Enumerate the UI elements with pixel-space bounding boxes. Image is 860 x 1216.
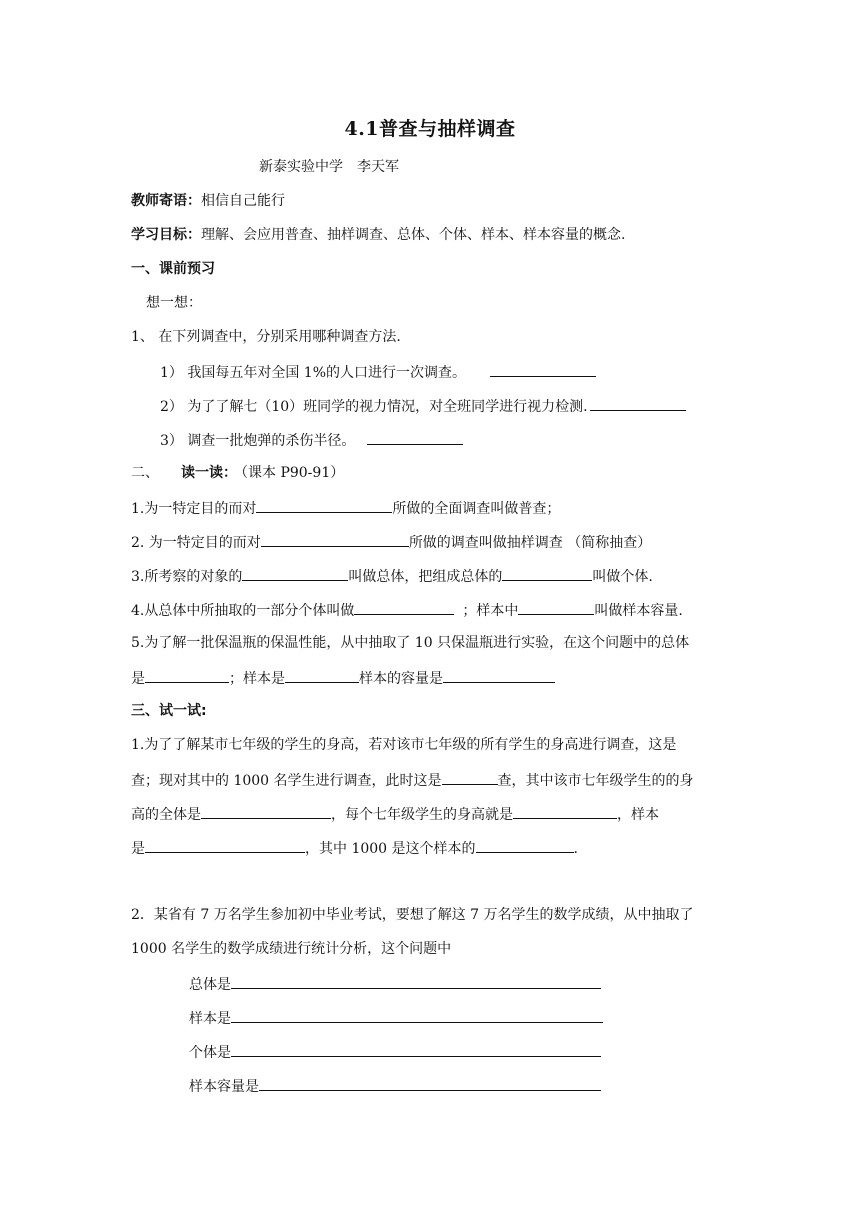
answer-blank[interactable] xyxy=(231,1007,603,1023)
answer-blank[interactable] xyxy=(145,837,305,853)
answer-blank[interactable] xyxy=(231,1041,601,1057)
field-sample-size xyxy=(189,1075,601,1095)
question-1: 1、 在下列调查中，分别采用哪种调查方法. xyxy=(131,329,401,345)
text: 高的全体是 xyxy=(131,807,201,823)
field-label: 总体是 xyxy=(189,977,231,993)
answer-blank[interactable] xyxy=(518,599,594,615)
motto-label: 教师寄语： xyxy=(131,193,201,209)
try-1-line-3 xyxy=(131,803,659,823)
answer-blank[interactable] xyxy=(256,497,392,513)
try-2-line-1: 2．某省有 7 万名学生参加初中毕业考试，要想了解这 7 万名学生的数学成绩，从中抽取了 xyxy=(131,907,694,923)
answer-blank[interactable] xyxy=(242,565,348,581)
read-line-4 xyxy=(131,599,683,619)
text: ，样本 xyxy=(617,807,659,823)
text: 1.为一特定目的而对 xyxy=(131,501,257,517)
item-2-text: 2） 为了了解七（10）班同学的视力情况，对全班同学进行视力检测. xyxy=(160,399,588,415)
section1-heading: 一、课前预习 xyxy=(131,261,215,277)
text: 3.所考察的对象的 xyxy=(131,569,243,585)
answer-blank[interactable] xyxy=(443,667,555,683)
field-label: 样本容量是 xyxy=(189,1079,259,1095)
answer-blank[interactable] xyxy=(231,973,601,989)
try-1-line-4 xyxy=(131,837,578,857)
section2-heading xyxy=(131,463,344,483)
text: 叫做总体，把组成总体的 xyxy=(348,569,503,585)
try-1-line-2 xyxy=(131,769,694,789)
text: . xyxy=(573,841,578,857)
text: ，每个七年级学生的身高就是 xyxy=(331,807,513,823)
text: 叫做个体. xyxy=(592,569,653,585)
section3-heading: 三、试一试: xyxy=(131,703,207,719)
answer-blank[interactable] xyxy=(490,361,596,377)
item-3 xyxy=(160,429,463,449)
item-3-text: 3） 调查一批炮弹的杀伤半径。 xyxy=(160,433,356,449)
section2-number: 二、 xyxy=(131,465,159,481)
text: 是 xyxy=(131,841,145,857)
section2-label: 读一读： xyxy=(181,465,237,481)
try-1-line-1: 1.为了了解某市七年级的学生的身高，若对该市七年级的所有学生的身高进行调查，这是 xyxy=(131,737,677,753)
think-label: 想一想： xyxy=(146,295,202,311)
text: 是 xyxy=(131,671,145,687)
field-label: 样本是 xyxy=(189,1011,231,1027)
text: ；样本中 xyxy=(462,603,519,619)
goal-label: 学习目标： xyxy=(131,227,201,243)
field-population xyxy=(189,973,601,993)
text: 所做的全面调查叫做普查； xyxy=(392,501,561,517)
answer-blank[interactable] xyxy=(259,1075,601,1091)
answer-blank[interactable] xyxy=(513,803,617,819)
answer-blank[interactable] xyxy=(502,565,592,581)
text: ；样本是 xyxy=(229,671,285,687)
read-line-2 xyxy=(131,531,651,551)
read-line-1 xyxy=(131,497,560,517)
answer-blank[interactable] xyxy=(145,667,229,683)
text: 样本的容量是 xyxy=(359,671,443,687)
text: 5.为了解一批保温瓶的保温性能，从中抽取了 10 只保温瓶进行实验，在这个问题中的总体 xyxy=(131,635,690,651)
field-individual xyxy=(189,1041,601,1061)
answer-blank[interactable] xyxy=(476,837,574,853)
motto-text: 相信自己能行 xyxy=(201,193,285,209)
answer-blank[interactable] xyxy=(285,667,359,683)
item-1 xyxy=(160,361,596,381)
field-sample xyxy=(189,1007,603,1027)
motto-line xyxy=(131,191,285,211)
answer-blank[interactable] xyxy=(261,531,409,547)
item-1-text: 1） 我国每五年对全国 1%的人口进行一次调查。 xyxy=(160,365,467,381)
answer-blank[interactable] xyxy=(590,395,686,411)
item-2 xyxy=(160,395,686,415)
read-line-3 xyxy=(131,565,653,585)
text: 查，其中该市七年级学生的的身 xyxy=(497,773,694,789)
page-title: 4.1普查与抽样调查 xyxy=(344,118,516,140)
answer-blank[interactable] xyxy=(442,769,498,785)
field-label: 个体是 xyxy=(189,1045,231,1061)
answer-blank[interactable] xyxy=(367,429,463,445)
text: 查；现对其中的 1000 名学生进行调查，此时这是 xyxy=(131,773,442,789)
text: ，其中 1000 是这个样本的 xyxy=(305,841,476,857)
author-line: 新泰实验中学 李天军 xyxy=(259,159,399,175)
text: 所做的调查叫做抽样调查 （简称抽查） xyxy=(408,535,652,551)
try-2-line-2: 1000 名学生的数学成绩进行统计分析，这个问题中 xyxy=(131,941,452,957)
text: 叫做样本容量. xyxy=(594,603,683,619)
read-line-6 xyxy=(131,667,555,687)
text: 4.从总体中所抽取的一部分个体叫做 xyxy=(131,603,355,619)
goal-text: 理解、会应用普查、抽样调查、总体、个体、样本、样本容量的概念. xyxy=(201,227,626,243)
answer-blank[interactable] xyxy=(354,599,454,615)
text: 2. 为一特定目的而对 xyxy=(131,535,261,551)
read-line-5 xyxy=(131,633,689,653)
goal-line xyxy=(131,225,625,245)
answer-blank[interactable] xyxy=(201,803,331,819)
section2-note: （课本 P90-91） xyxy=(241,465,345,481)
